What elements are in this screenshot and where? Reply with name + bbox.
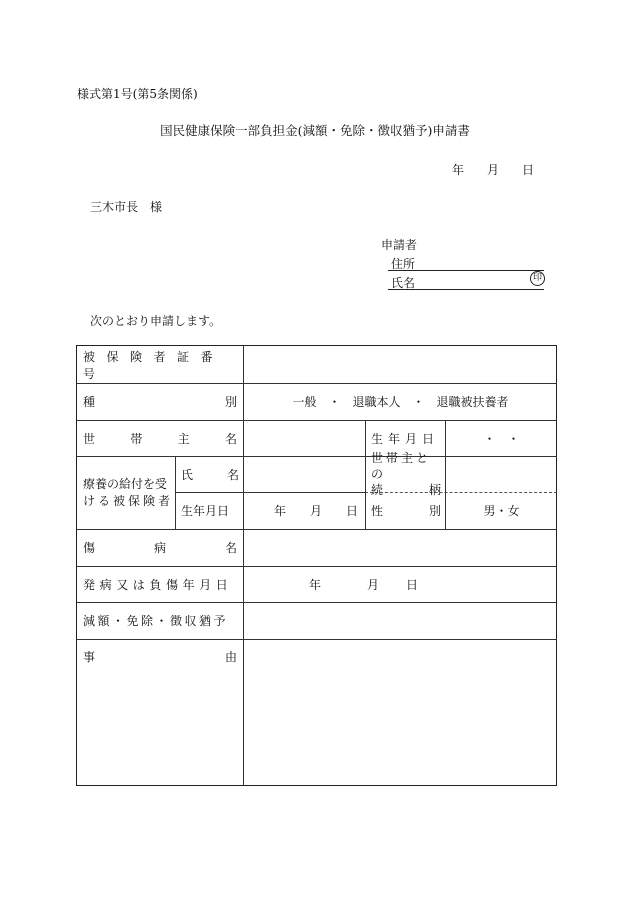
onset-field[interactable] [244, 566, 557, 602]
recipient-birth-day: 日 [346, 504, 359, 518]
householder-name-field[interactable] [244, 420, 365, 456]
reason-label: 事 由 [83, 649, 237, 664]
onset-year: 年 [309, 577, 322, 592]
insured-number-label: 被保険者証番号 [83, 349, 225, 381]
insured-number-field[interactable] [244, 346, 557, 383]
intro-text: 次のとおり申請します。 [90, 314, 222, 328]
sex-field[interactable]: 男・女 [483, 504, 520, 518]
onset-day: 日 [406, 577, 419, 592]
applicant-label: 申請者 [381, 238, 418, 252]
sex-label: 性 別 [371, 504, 441, 518]
householder-birthdate-field[interactable]: ・ ・ [483, 431, 520, 446]
disease-field[interactable] [244, 529, 557, 566]
onset-label: 発病又は負傷年月日 [83, 577, 233, 592]
address-label: 住所 [391, 257, 416, 271]
seal-mark: 印 [530, 271, 545, 286]
birthdate-label: 生年月日 [371, 431, 440, 446]
address-underline [388, 270, 544, 271]
onset-month: 月 [367, 577, 380, 592]
application-table [76, 345, 557, 786]
addressee: 三木市長 様 [90, 200, 163, 214]
recipient-birth-year: 年 [274, 504, 287, 518]
relation-label-line1: 世帯主との [371, 451, 432, 481]
householder-label: 世 帯 主 名 [83, 431, 237, 446]
recipient-label-line1: 療養の給付を受 [83, 476, 168, 491]
recipient-label-line2: ける被保険者 [83, 493, 174, 508]
recipient-birth-label: 生年月日 [181, 504, 230, 518]
date-month-label: 月 [487, 163, 500, 177]
date-year-label: 年 [452, 163, 465, 177]
category-options[interactable]: 一般 ・ 退職本人 ・ 退職被扶養者 [292, 395, 509, 409]
reason-field[interactable] [244, 639, 557, 786]
relation-field[interactable] [446, 456, 557, 492]
reduction-label: 減額・免除・徴収猶予 [83, 614, 229, 628]
relation-label-line2: 続 柄 [371, 483, 441, 497]
document-title: 国民健康保険一部負担金(減額・免除・徴収猶予)申請書 [160, 123, 470, 138]
name-underline [388, 289, 544, 290]
recipient-birth-month: 月 [310, 504, 323, 518]
form-number: 様式第1号(第5条関係) [77, 87, 198, 101]
name-label: 氏名 [391, 276, 416, 290]
date-day-label: 日 [522, 163, 535, 177]
reduction-field[interactable] [244, 602, 557, 639]
recipient-birth-field[interactable] [244, 492, 365, 529]
disease-label: 傷 病 名 [83, 541, 237, 555]
recipient-name-label: 氏 名 [181, 467, 239, 482]
category-label: 種 別 [83, 395, 237, 409]
recipient-name-field[interactable] [244, 456, 365, 492]
